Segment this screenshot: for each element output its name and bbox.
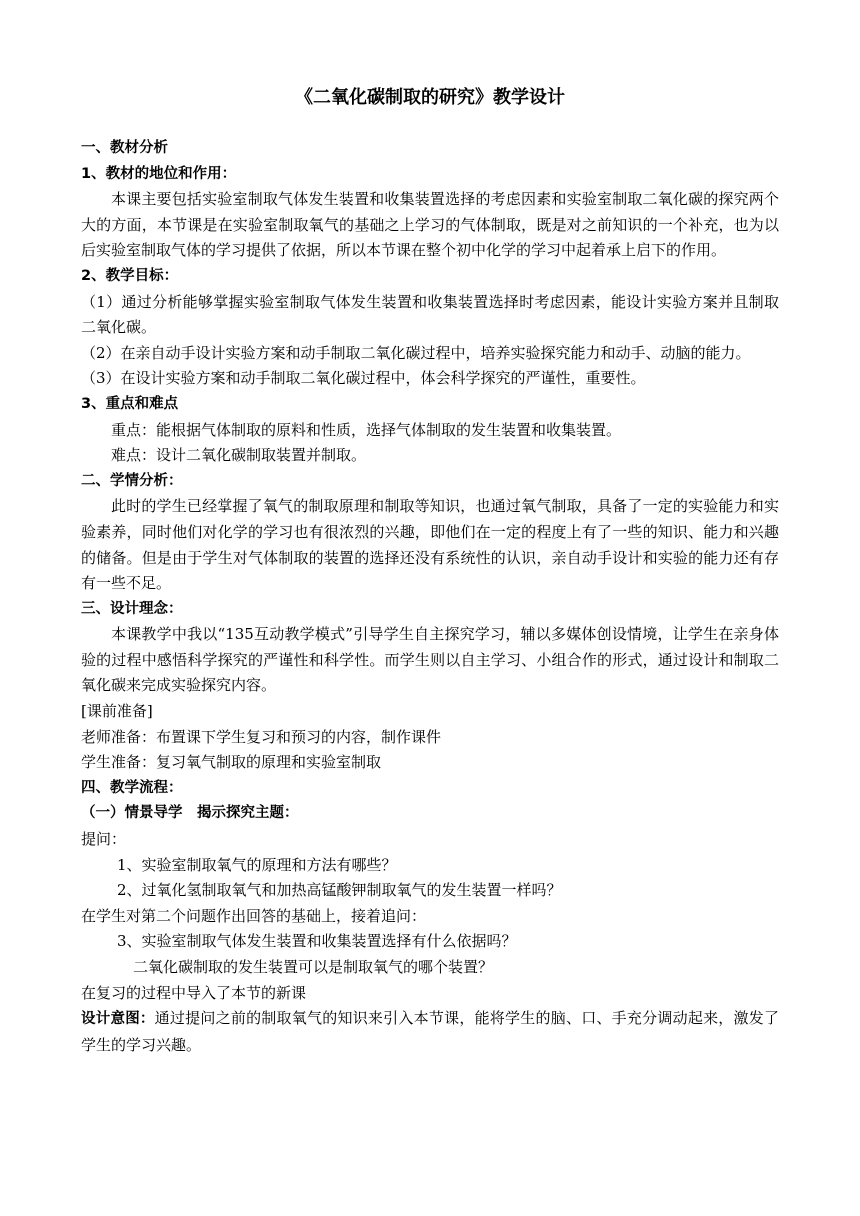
paragraph-design-concept: 本课教学中我以“135互动教学模式”引导学生自主探究学习，辅以多媒体创设情境，让学生在亲身体验的过程中感悟科学探究的严谨性和科学性。而学生则以自主学习、小组合作的形式，通过设计和制取二氧化碳来完成实验探究内容。 bbox=[81, 625, 779, 695]
paragraph-student-analysis: 此时的学生已经掌握了氧气的制取原理和制取等知识，也通过氧气制取，具备了一定的实验能力和实验素养，同时他们对化学的学习也有很浓烈的兴趣，即他们在一定的程度上有了一些的知识、能力和兴趣的储备。但是由于学生对气体制取的装置的选择还没有系统性的认识，亲自动手设计和实验的能力还有存有一些不足。 bbox=[81, 497, 779, 593]
subheading-key-points: 3、重点和难点 bbox=[81, 395, 179, 412]
subheading-role: 1、教材的地位和作用： bbox=[81, 165, 237, 182]
design-intent-label: 设计意图： bbox=[81, 1011, 155, 1028]
section-heading-student-analysis: 二、学情分析： bbox=[81, 472, 183, 489]
goal-item-3: （3）在设计实验方案和动手制取二氧化碳过程中，体会科学探究的严谨性，重要性。 bbox=[81, 369, 646, 388]
document-page bbox=[81, 84, 779, 1058]
section-heading-textbook-analysis: 一、教材分析 bbox=[81, 140, 168, 156]
design-intent-text: 通过提问之前的制取氧气的知识来引入本节课，能将学生的脑、口、手充分调动起来，激发了学生的学习兴趣。 bbox=[81, 1009, 779, 1054]
section-heading-design-concept: 三、设计理念： bbox=[81, 600, 183, 617]
section-heading-teaching-flow: 四、教学流程： bbox=[81, 779, 183, 796]
ask-label: 提问： bbox=[81, 830, 127, 849]
design-intent-paragraph bbox=[81, 1006, 779, 1058]
subheading-scenario: （一）情景导学 揭示探究主题： bbox=[81, 805, 299, 822]
teacher-prep: 老师准备：布置课下学生复习和预习的内容，制作课件 bbox=[81, 727, 442, 746]
goal-item-1: （1）通过分析能够掌握实验室制取气体发生装置和收集装置选择时考虑因素，能设计实验方案并且制取二氧化碳。 bbox=[81, 292, 779, 337]
intro-text: 在复习的过程中导入了本节的新课 bbox=[81, 983, 307, 1002]
followup-text: 在学生对第二个问题作出回答的基础上，接着追问： bbox=[81, 906, 427, 925]
question-2: 2、过氧化氢制取氧气和加热高锰酸钾制取氧气的发生装置一样吗？ bbox=[117, 881, 562, 900]
question-1: 1、实验室制取氧气的原理和方法有哪些？ bbox=[117, 855, 397, 874]
paragraph-role: 本课主要包括实验室制取气体发生装置和收集装置选择的考虑因素和实验室制取二氧化碳的探究两个大的方面，本节课是在实验室制取氧气的基础之上学习的气体制取，既是对之前知识的一个补充，也为以后实验室制取气体的学习提供了依据，所以本节课在整个初中化学的学习中起着承上启下的作用。 bbox=[81, 190, 779, 260]
subheading-goals: 2、教学目标： bbox=[81, 267, 179, 284]
prep-label: [课前准备] bbox=[81, 702, 153, 721]
key-point-text: 重点：能根据气体制取的原料和性质，选择气体制取的发生装置和收集装置。 bbox=[111, 420, 622, 439]
difficulty-text: 难点：设计二氧化碳制取装置并制取。 bbox=[111, 446, 367, 465]
question-3: 3、实验室制取气体发生装置和收集装置选择有什么依据吗？ bbox=[117, 932, 517, 951]
question-3-sub: 二氧化碳制取的发生装置可以是制取氧气的哪个装置？ bbox=[133, 958, 494, 976]
goal-item-2: （2）在亲自动手设计实验方案和动手制取二氧化碳过程中，培养实验探究能力和动手、动脑的能力。 bbox=[81, 343, 751, 362]
student-prep: 学生准备：复习氧气制取的原理和实验室制取 bbox=[81, 753, 382, 772]
document-title: 《二氧化碳制取的研究》教学设计 bbox=[295, 87, 565, 108]
